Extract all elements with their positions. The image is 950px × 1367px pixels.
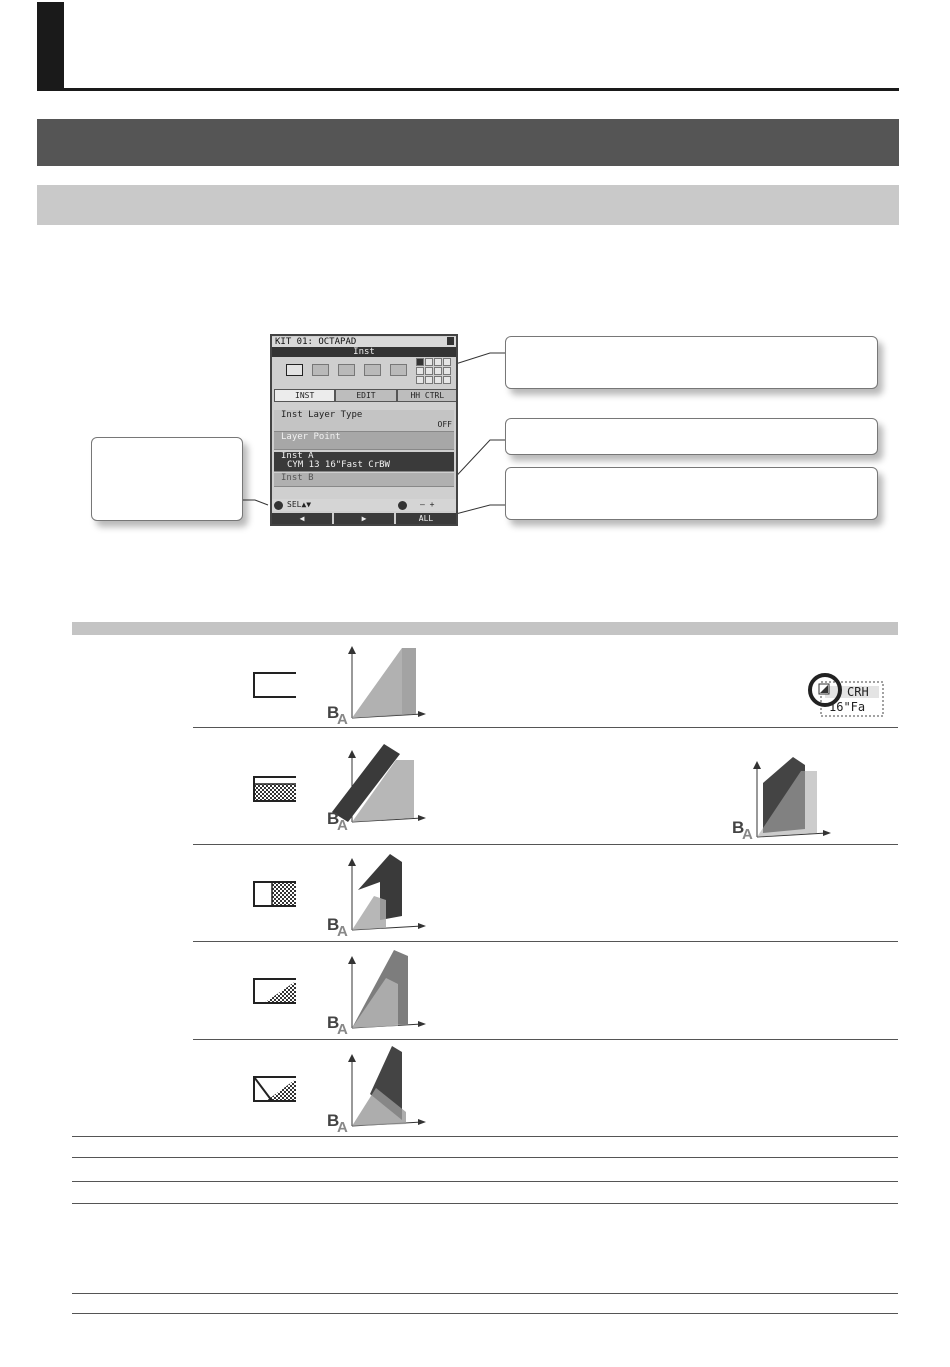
- chapter-tab-mark: [37, 2, 64, 90]
- table-row-divider: [72, 1313, 898, 1314]
- param-inst-a-label: Inst A: [281, 452, 314, 461]
- velocity-graph-switch: [326, 740, 426, 832]
- table-row-divider: [72, 1203, 898, 1204]
- graph-label-b: B: [327, 809, 340, 828]
- layer-type-switch-icon: [252, 775, 298, 803]
- layer-off-icon[interactable]: [286, 364, 303, 376]
- table-row-divider: [72, 1157, 898, 1158]
- callout-select-knob: [91, 437, 243, 521]
- graph-label-b: B: [327, 915, 340, 934]
- velocity-graph-switch-alt: [731, 755, 831, 845]
- graph-label-a: A: [337, 711, 348, 728]
- lcd-kit-line: KIT 01: OCTAPAD: [272, 337, 456, 347]
- lcd-soft-keys: [272, 513, 456, 524]
- velocity-graph-off: [326, 640, 426, 732]
- soft-key-next[interactable]: ▶: [334, 513, 394, 524]
- velocity-graph-cross: [326, 944, 426, 1036]
- layer-type-mix-icon: [252, 1075, 298, 1103]
- callout-value-dial: [505, 418, 878, 455]
- inst-display-badge: [805, 668, 885, 718]
- parameter-table-header: [72, 622, 898, 635]
- param-inst-b[interactable]: Inst B: [274, 473, 454, 487]
- graph-label-a: A: [337, 923, 348, 938]
- param-inst-a[interactable]: [274, 452, 454, 472]
- param-layer-point[interactable]: Layer Point: [274, 432, 454, 450]
- callout-layer-type-icons: [505, 336, 878, 389]
- callout-all-button: [505, 467, 878, 520]
- param-inst-a-value: CYM 13 16"Fast CrBW: [287, 460, 390, 470]
- select-knob-label: SEL▲▼: [287, 500, 312, 509]
- header-rule: [37, 88, 899, 91]
- velocity-graph-mix: [326, 1042, 426, 1134]
- value-knob-label: – +: [420, 500, 435, 509]
- lcd-corner-icon: [447, 337, 454, 345]
- graph-label-b: B: [327, 703, 340, 722]
- soft-key-prev[interactable]: ◀: [272, 513, 332, 524]
- table-row-divider: [72, 1293, 898, 1294]
- lcd-title: Inst: [272, 347, 456, 357]
- lcd-pad-grid-icon: [416, 358, 451, 384]
- value-knob-icon: [398, 501, 407, 510]
- layer-type-cross-icon: [252, 977, 298, 1005]
- layer-cross-icon[interactable]: [364, 364, 381, 376]
- graph-label-b: B: [327, 1111, 340, 1130]
- lcd-screen: [270, 334, 458, 526]
- table-row-divider: [193, 727, 898, 728]
- graph-label-a: A: [337, 1119, 348, 1134]
- table-row-divider: [72, 1181, 898, 1182]
- graph-label-a: A: [337, 817, 348, 832]
- lcd-knob-guide: [272, 499, 456, 511]
- layer-mix-icon[interactable]: [390, 364, 407, 376]
- tab-edit[interactable]: EDIT: [335, 389, 396, 402]
- table-row-divider: [72, 1136, 898, 1137]
- table-row-divider: [193, 941, 898, 942]
- lcd-layer-type-icons: [286, 364, 407, 376]
- velocity-graph-fade: [326, 846, 426, 938]
- select-knob-icon: [274, 501, 283, 510]
- tab-hh-ctrl[interactable]: HH CTRL: [397, 389, 458, 402]
- layer-switch-icon[interactable]: [312, 364, 329, 376]
- layer-fade-icon[interactable]: [338, 364, 355, 376]
- param-inst-layer-type[interactable]: Inst Layer Type: [274, 410, 454, 432]
- soft-key-all[interactable]: ALL: [396, 513, 456, 524]
- graph-label-a: A: [337, 1021, 348, 1036]
- badge-line1: CRH: [847, 685, 869, 699]
- lcd-tab-bar: [274, 389, 458, 402]
- graph-label-b: B: [327, 1013, 340, 1032]
- layer-type-off-icon: [252, 671, 298, 699]
- tab-inst[interactable]: INST: [274, 389, 335, 402]
- section-heading-bar: [37, 119, 899, 166]
- table-row-divider: [193, 1039, 898, 1040]
- subsection-heading-bar: [37, 185, 899, 225]
- layer-type-fade-icon: [252, 880, 298, 908]
- graph-label-b: B: [732, 818, 745, 837]
- badge-line2: 16"Fa: [829, 700, 866, 714]
- graph-label-a: A: [742, 826, 753, 843]
- param-inst-layer-type-value: OFF: [437, 420, 452, 429]
